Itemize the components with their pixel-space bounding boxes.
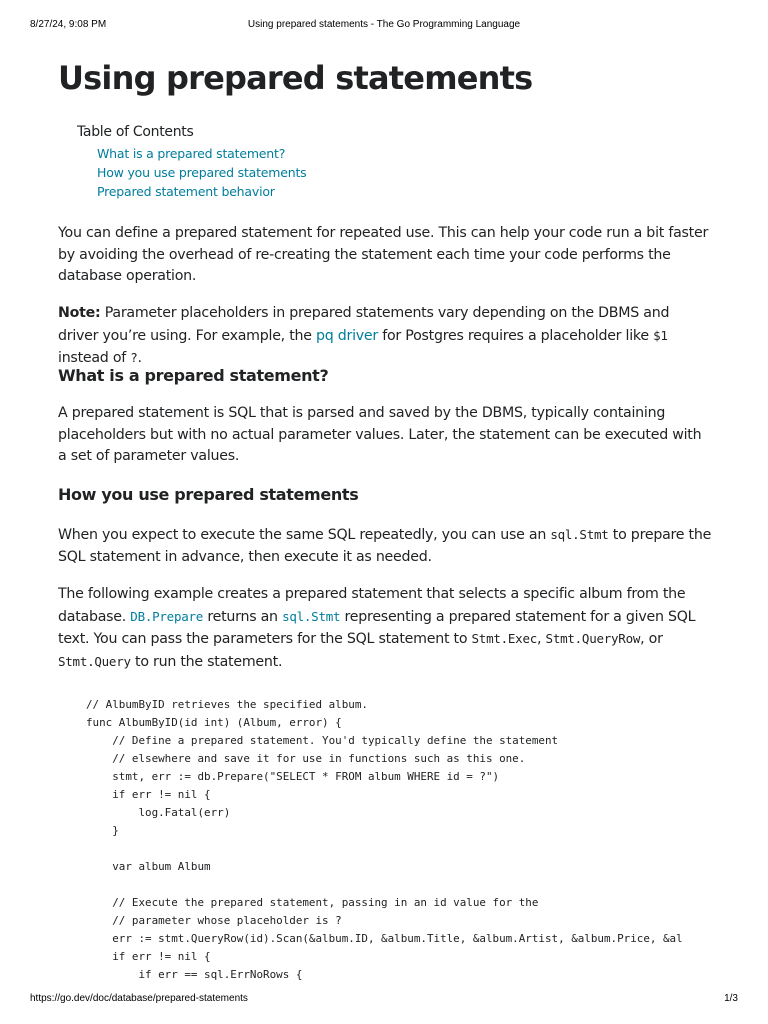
section-heading-how-to-use: How you use prepared statements [58, 485, 359, 504]
code-example-block: // AlbumByID retrieves the specified album. func AlbumByID(id int) (Album, error) { // Define a prepared statement. You'd typically define the statement // elsewhere and save it for use in functions such as this one. stmt, err := db.Prepare("SELECT * FROM album WHERE id = ?") if err != nil { log.Fatal(err) } var album Album // Execute the prepared statement, passing in an id value for the // parameter whose placeholder is ? err := stmt.QueryRow(id).Scan(&album.ID, &album.Title, &album.Artist, &album.Price, &al if err != nil { if err == sql.ErrNoRows { [86, 698, 683, 981]
stmt-queryrow-code: Stmt.QueryRow [545, 631, 641, 646]
print-page-title: Using prepared statements - The Go Programming Language [247, 19, 521, 30]
paragraph-text: When you expect to execute the same SQL repeatedly, you can use an [58, 527, 551, 543]
intro-paragraph: You can define a prepared statement for repeated use. This can help your code run a bit faster by avoiding the overhead of re-creating the statement each time your code performs the database operation. [58, 225, 709, 284]
paragraph-text: returns an [203, 608, 283, 625]
pq-driver-link[interactable]: pq driver [315, 327, 378, 344]
db-prepare-link[interactable]: DB.Prepare [130, 608, 204, 624]
paragraph-text: , or [640, 631, 663, 647]
note-text: . [137, 350, 142, 366]
how-to-use-paragraph-2 [58, 583, 712, 673]
print-url: https://go.dev/doc/database/prepared-statements [30, 993, 248, 1004]
note-paragraph [58, 303, 712, 370]
paragraph-text: representing a prepared statement for a given SQL text. You can pass the parameters for the SQL statement to [58, 608, 696, 647]
section-heading-what-is: What is a prepared statement? [58, 366, 329, 385]
page-title: Using prepared statements [58, 59, 533, 97]
paragraph-text: , [537, 631, 546, 647]
print-date: 8/27/24, 9:08 PM [30, 19, 107, 30]
note-text: instead of [58, 350, 131, 366]
stmt-exec-code: Stmt.Exec [471, 631, 538, 646]
note-text: Parameter placeholders in prepared statements vary depending on the DBMS and driver you’re using. For example, the [58, 305, 670, 344]
sql-stmt-code: sql.Stmt [550, 527, 609, 542]
paragraph-text: The following example creates a prepared statement that selects a specific album from the database. [58, 586, 686, 625]
placeholder-dollar-code: $1 [653, 327, 668, 343]
print-page-number: 1/3 [724, 993, 738, 1004]
placeholder-question-code: ? [130, 350, 138, 365]
paragraph-text: to run the statement. [130, 653, 283, 670]
toc-title: Table of Contents [77, 124, 194, 140]
toc-link-behavior[interactable]: Prepared statement behavior [97, 184, 275, 199]
section-what-is-paragraph: A prepared statement is SQL that is parsed and saved by the DBMS, typically containing placeholders but with no actual parameter values. Later, the statement can be executed with a set of parameter values. [58, 405, 702, 464]
stmt-query-code: Stmt.Query [58, 653, 131, 669]
how-to-use-paragraph-1 [58, 524, 712, 568]
toc-link-how-to-use[interactable]: How you use prepared statements [97, 165, 307, 180]
toc-list [97, 144, 307, 201]
note-text: for Postgres requires a placeholder like [378, 327, 654, 344]
note-label: Note: [58, 305, 101, 321]
article [58, 58, 712, 981]
table-of-contents [77, 122, 307, 201]
sql-stmt-link[interactable]: sql.Stmt [282, 608, 341, 624]
paragraph-text: to prepare the SQL statement in advance, then execute it as needed. [58, 527, 712, 565]
toc-link-what-is[interactable]: What is a prepared statement? [97, 146, 286, 161]
